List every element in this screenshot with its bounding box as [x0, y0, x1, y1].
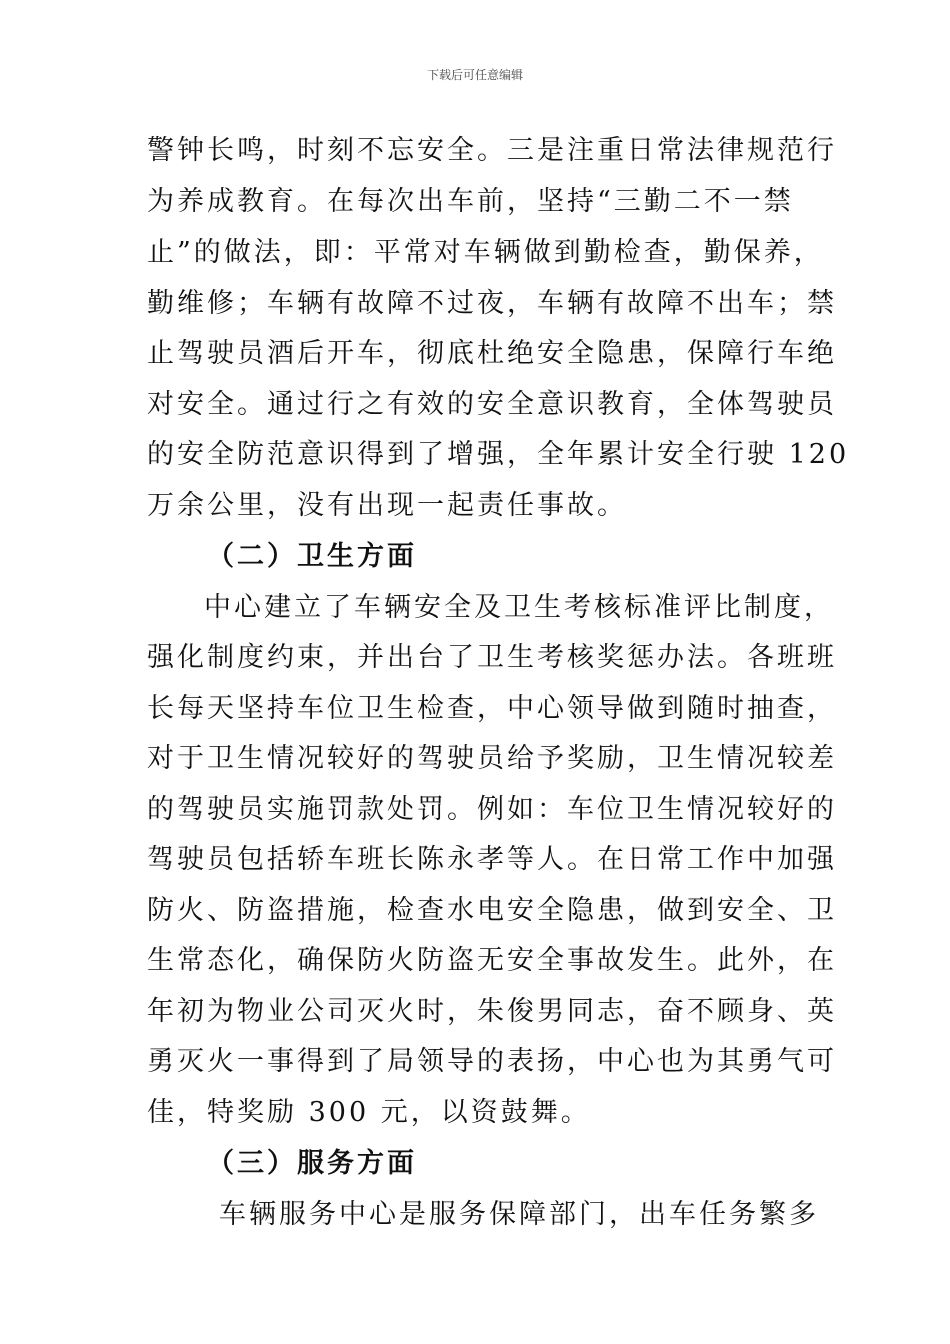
body-line-15: 驾驶员包括轿车班长陈永孝等人。在日常工作中加强 [147, 844, 837, 875]
body-line-19: 勇灭火一事得到了局领导的表扬，中心也为其勇气可 [147, 1046, 837, 1077]
body-line-7: 的安全防范意识得到了增强，全年累计安全行驶 120 [147, 439, 850, 470]
body-line-12: 长每天坚持车位卫生检查，中心领导做到随时抽查， [147, 693, 837, 724]
body-line-13: 对于卫生情况较好的驾驶员给予奖励，卫生情况较差 [147, 743, 837, 774]
body-line-22: 车辆服务中心是服务保障部门，出车任务繁多 [219, 1199, 819, 1230]
body-line-17: 生常态化，确保防火防盗无安全事故发生。此外，在 [147, 945, 837, 976]
body-line-20: 佳，特奖励 300 元，以资鼓舞。 [147, 1097, 591, 1128]
body-line-3: 止”的做法，即：平常对车辆做到勤检查，勤保养， [147, 237, 824, 268]
page-header-note: 下载后可任意编辑 [426, 68, 523, 82]
body-line-10: 中心建立了车辆安全及卫生考核标准评比制度， [204, 592, 834, 623]
body-line-8: 万余公里，没有出现一起责任事故。 [147, 490, 627, 521]
body-line-4: 勤维修；车辆有故障不过夜，车辆有故障不出车；禁 [147, 288, 837, 319]
body-line-16: 防火、防盗措施，检查水电安全隐患，做到安全、卫 [147, 895, 837, 926]
body-line-5: 止驾驶员酒后开车，彻底杜绝安全隐患，保障行车绝 [147, 338, 837, 369]
section-heading-hygiene: （二）卫生方面 [207, 541, 417, 572]
body-line-11: 强化制度约束，并出台了卫生考核奖惩办法。各班班 [147, 642, 837, 673]
body-line-14: 的驾驶员实施罚款处罚。例如：车位卫生情况较好的 [147, 794, 837, 825]
body-line-2: 为养成教育。在每次出车前，坚持“三勤二不一禁 [147, 186, 794, 217]
body-line-6: 对安全。通过行之有效的安全意识教育，全体驾驶员 [147, 389, 837, 420]
body-line-1: 警钟长鸣，时刻不忘安全。三是注重日常法律规范行 [147, 135, 837, 166]
section-heading-service: （三）服务方面 [207, 1148, 417, 1179]
body-line-18: 年初为物业公司灭火时，朱俊男同志，奋不顾身、英 [147, 996, 837, 1027]
